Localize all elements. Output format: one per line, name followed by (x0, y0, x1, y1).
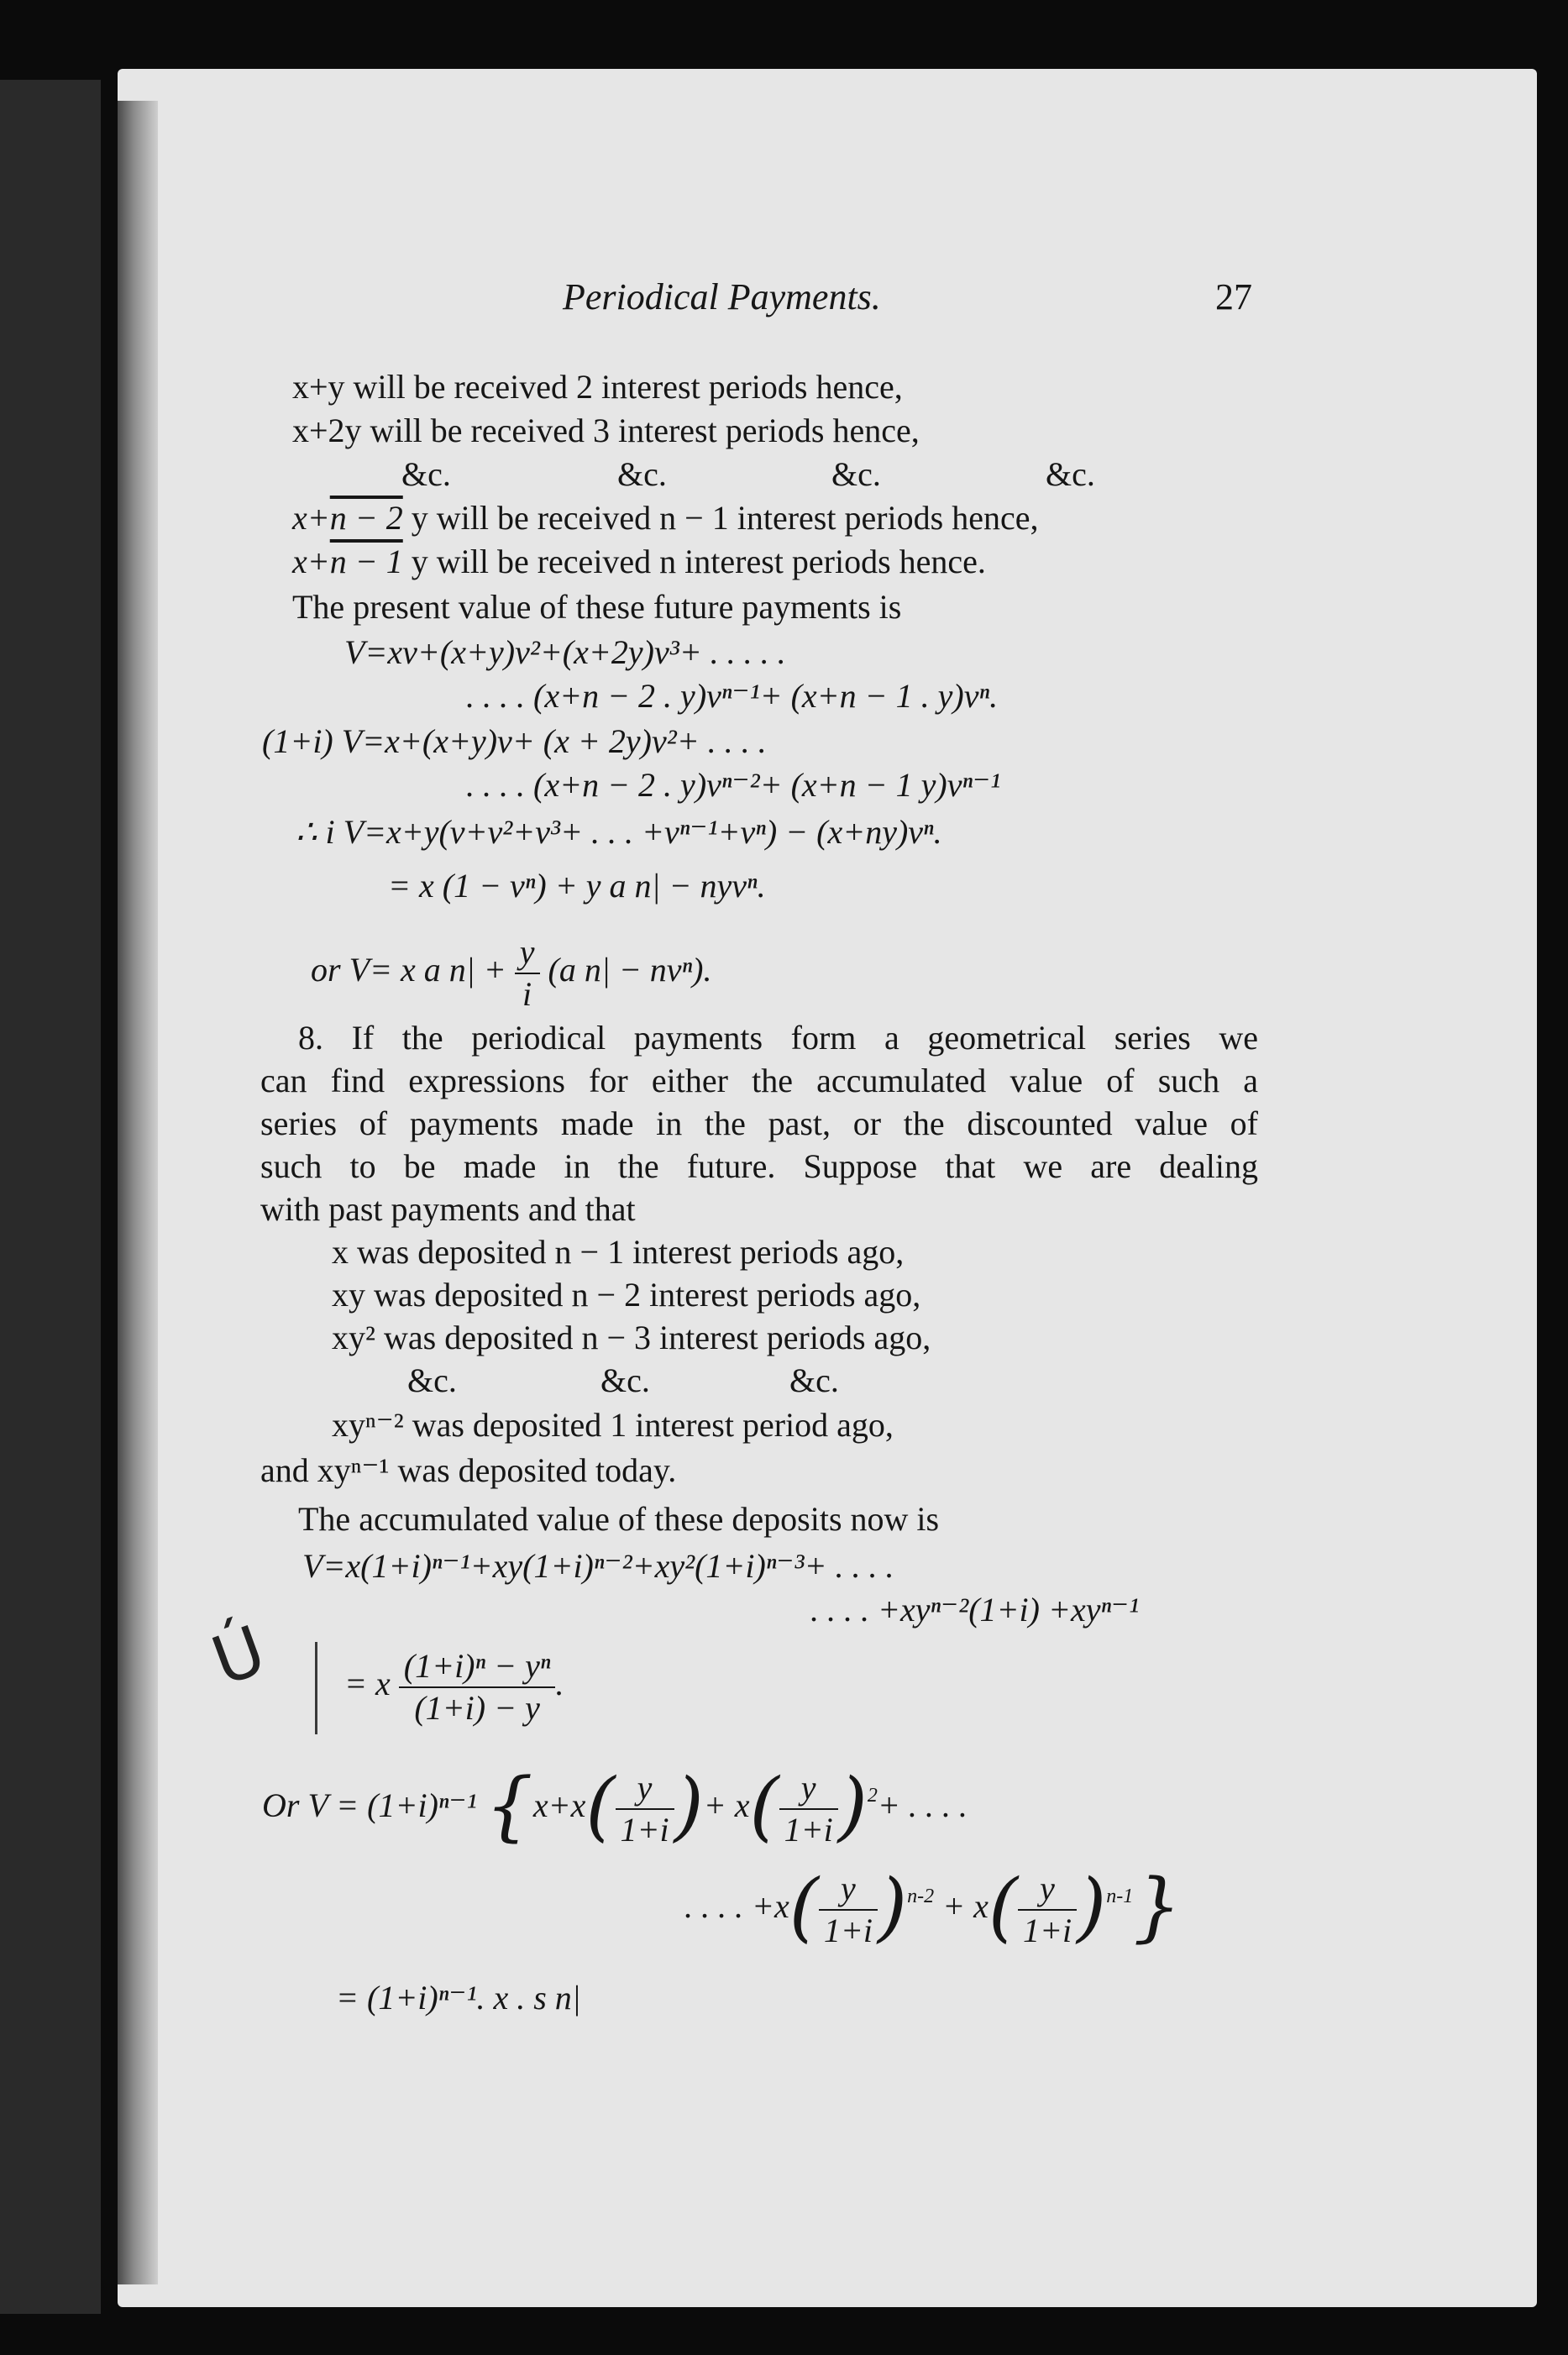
line4-overline: n − 1 (329, 543, 403, 580)
para8-line-4: such to be made in the future. Suppose that we are dealing (260, 1147, 1258, 1185)
margin-pencil-line (315, 1642, 317, 1734)
frac2-den: 1+i (784, 1811, 833, 1849)
text-line-2: x+2y will be received 3 interest periods hence, (292, 412, 920, 449)
equation-line-10: ∴ i V=x+y(v+v²+v³+ . . . +vⁿ⁻¹+vⁿ) − (x+ny)vⁿ. (296, 813, 942, 851)
fraction-accum (399, 1646, 556, 1728)
accum-eq-1: V=x(1+i)ⁿ⁻¹+xy(1+i)ⁿ⁻²+xy²(1+i)ⁿ⁻³+ . . . . (302, 1547, 894, 1585)
frac3-num: y (819, 1869, 878, 1911)
deposit-etc-3: &c. (789, 1361, 839, 1399)
exponent-n-2: n-2 (907, 1886, 935, 1908)
accum-eq-6: = (1+i)ⁿ⁻¹. x . s n| (336, 1979, 581, 2017)
running-header-title: Periodical Payments. (563, 276, 881, 317)
eq4-a: x+x (532, 1786, 586, 1825)
fraction-y-over-1pi-3 (819, 1869, 878, 1951)
line4-suffix: y will be received n interest periods hence. (402, 543, 986, 580)
etc-3: &c. (831, 455, 881, 493)
eq5-mid: + x (942, 1887, 989, 1926)
text-line-4 (292, 542, 986, 582)
frac4-den: 1+i (1022, 1912, 1072, 1949)
para8-line-3: series of payments made in the past, or the discounted value of (260, 1104, 1258, 1142)
page-number: 27 (1215, 276, 1252, 317)
right-paren-2: ) (837, 1762, 868, 1851)
equation-line-11: = x (1 − vⁿ) + y a n| − nyvⁿ. (388, 867, 766, 905)
frac1-num: y (616, 1768, 674, 1810)
line3-prefix: x+ (292, 499, 330, 537)
frac1-den: 1+i (620, 1811, 669, 1849)
deposit-line-1: x was deposited n − 1 interest periods ago, (332, 1233, 905, 1271)
left-paren-1: ( (585, 1762, 616, 1851)
accum-eq-4 (262, 1762, 968, 1851)
fraction-y-over-1pi-4 (1018, 1869, 1077, 1951)
left-background-edge (0, 80, 101, 2314)
eq3-prefix: = x (344, 1665, 391, 1703)
equation-line-8: (1+i) V=x+(x+y)v+ (x + 2y)v²+ . . . . (262, 722, 767, 760)
para8-line-2: can find expressions for either the accumulated value of such a (260, 1062, 1258, 1099)
line3-overline: n − 2 (329, 499, 403, 537)
line4-prefix: x+ (292, 543, 330, 580)
deposit-line-3: xy² was deposited n − 3 interest periods ago, (332, 1319, 931, 1356)
right-paren-1: ) (674, 1762, 704, 1851)
deposit-etc-1: &c. (407, 1361, 457, 1399)
eq4-c: + . . . . (877, 1786, 968, 1825)
eq4-prefix: Or V = (1+i)ⁿ⁻¹ (262, 1786, 477, 1825)
frac2-num: y (779, 1768, 838, 1810)
page-gutter-shadow (118, 101, 158, 2284)
left-paren-3: ( (789, 1863, 819, 1952)
accum-intro: The accumulated value of these deposits now is (298, 1500, 940, 1538)
deposit-etc-2: &c. (600, 1361, 650, 1399)
line12-suffix: (a n| − nvⁿ). (548, 951, 712, 989)
eq3-suffix: . (555, 1665, 564, 1703)
eq4-b: + x (703, 1786, 750, 1825)
deposit-line-5: and xyⁿ⁻¹ was deposited today. (260, 1451, 677, 1489)
equation-line-9: . . . . (x+n − 2 . y)vⁿ⁻²+ (x+n − 1 y)vⁿ⁻¹ (466, 766, 1001, 804)
deposit-line-2: xy was deposited n − 2 interest periods ago, (332, 1276, 921, 1314)
etc-4: &c. (1046, 455, 1095, 493)
para8-line-5: with past payments and that (260, 1190, 636, 1228)
equation-line-12 (311, 932, 711, 1015)
para8-line-1: 8. If the periodical payments form a geometrical series we (298, 1019, 1258, 1057)
left-paren-4: ( (988, 1863, 1018, 1952)
fraction-y-over-1pi-2 (779, 1768, 838, 1850)
left-paren-2: ( (749, 1762, 779, 1851)
handwritten-margin-mark: Ú (202, 1610, 275, 1702)
accum-eq-2: . . . . +xyⁿ⁻²(1+i) +xyⁿ⁻¹ (810, 1591, 1140, 1629)
fraction-y-over-i (515, 932, 540, 1015)
accum-eq-3 (344, 1646, 564, 1728)
etc-1: &c. (401, 455, 451, 493)
frac3-den: 1+i (823, 1912, 873, 1949)
etc-2: &c. (617, 455, 667, 493)
text-line-1: x+y will be received 2 interest periods hence, (292, 368, 903, 406)
line3-suffix: y will be received n − 1 interest periods hence, (402, 499, 1039, 537)
equation-line-6: V=xv+(x+y)v²+(x+2y)v³+ . . . . . (344, 633, 786, 671)
right-paren-3: ) (877, 1863, 908, 1952)
equation-line-7: . . . . (x+n − 2 . y)vⁿ⁻¹+ (x+n − 1 . y)vⁿ. (466, 677, 999, 715)
exponent-n-1: n-1 (1106, 1886, 1134, 1908)
eq3-numerator: (1+i)ⁿ − yⁿ (399, 1646, 556, 1688)
left-brace: { (485, 1762, 533, 1851)
fraction-y-over-1pi-1 (616, 1768, 674, 1850)
right-brace: } (1133, 1863, 1182, 1952)
text-line-5: The present value of these future payments is (292, 588, 902, 626)
deposit-line-4: xyⁿ⁻² was deposited 1 interest period ago, (332, 1406, 894, 1444)
fraction-numerator: y (515, 932, 540, 974)
fraction-denominator: i (522, 975, 532, 1013)
square-exponent: 2 (867, 1785, 878, 1807)
accum-eq-5 (684, 1863, 1182, 1952)
text-line-3 (292, 498, 1039, 538)
frac4-num: y (1018, 1869, 1077, 1911)
eq3-denominator: (1+i) − y (414, 1689, 540, 1727)
right-paren-4: ) (1077, 1863, 1107, 1952)
eq5-prefix: . . . . +x (684, 1887, 789, 1926)
line12-prefix: or V= x a n| + (311, 951, 506, 989)
